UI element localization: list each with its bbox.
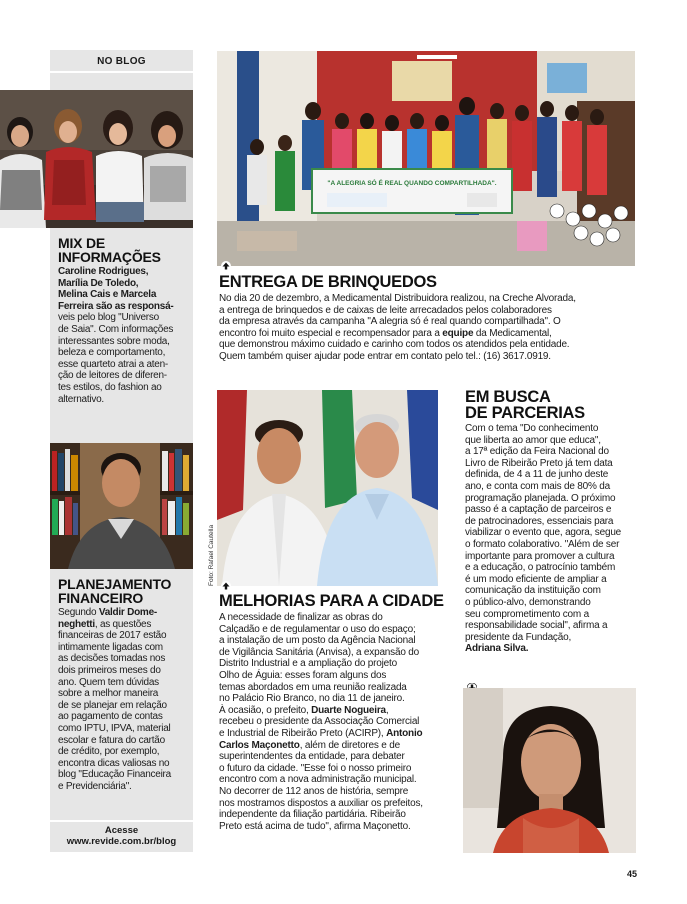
melhorias-line: À ocasião, o prefeito, Duarte Nogueira, bbox=[219, 704, 389, 716]
mix-line: ção de leitores de diferen- bbox=[58, 370, 167, 382]
planejamento-line: as decisões tomadas nos bbox=[58, 653, 166, 665]
melhorias-line: encontro com a nova administração municipal. bbox=[219, 774, 417, 786]
brinquedos-line: a entrega de brinquedos e de caixas de leite arrecadados pelos colaboradores bbox=[219, 304, 552, 316]
parcerias-line: Livro de Ribeirão Preto já tem data bbox=[465, 457, 613, 469]
melhorias-line: a instalação de um posto da Agência Nacional bbox=[219, 635, 416, 647]
parcerias-title-line: DE PARCERIAS bbox=[465, 404, 585, 422]
arrow-up-icon bbox=[221, 261, 231, 271]
mix-line: Marília De Toledo, bbox=[58, 277, 139, 289]
parcerias-line: que liberta ao amor que educa", bbox=[465, 434, 601, 446]
planejamento-line: de se planejar em relação bbox=[58, 699, 167, 711]
planejamento-line: encontra dicas valiosas no bbox=[58, 757, 170, 769]
parcerias-line: passo é a captação de parceiros e bbox=[465, 504, 612, 516]
parcerias-line: o formato colaborativo. "Além de ser bbox=[465, 538, 620, 550]
planejamento-line: neghetti, as questões bbox=[58, 618, 152, 630]
mix-text bbox=[58, 266, 193, 405]
photo-credit: Foto: Rafael Cautella bbox=[208, 524, 215, 586]
melhorias-line: Olho de Águia: esses foram alguns dos bbox=[219, 669, 387, 681]
planejamento-line: financeiras de 2017 estão bbox=[58, 630, 167, 642]
melhorias-line: de Vigilância Sanitária (Anvisa), a expansão do bbox=[219, 646, 419, 658]
parcerias-line: ano, e conta com mais de 80% da bbox=[465, 480, 611, 492]
parcerias-line: a 17ª edição da Feira Nacional do bbox=[465, 446, 609, 458]
parcerias-title-line: EM BUSCA bbox=[465, 388, 551, 406]
mix-line: Melina Cais e Marcela bbox=[58, 289, 157, 301]
parcerias-line: responsabilidade social", afirma a bbox=[465, 620, 608, 632]
brinquedos-line: encontro foi muito especial e recompensador para a equipe da Medicamental, bbox=[219, 327, 552, 339]
planejamento-line: intimamente ligadas com bbox=[58, 641, 163, 653]
brinquedos-photo bbox=[217, 51, 635, 266]
melhorias-line: Preto está acima de tudo", afirma Maçonetto. bbox=[219, 820, 411, 832]
melhorias-line: o futuro da cidade. "Esse foi o nosso primeiro bbox=[219, 762, 412, 774]
melhorias-line: Distrito Industrial e a ampliação do projeto bbox=[219, 658, 397, 670]
parcerias-line: seu comprometimento com a bbox=[465, 608, 589, 620]
sidebar-footer-divider bbox=[50, 820, 193, 822]
parcerias-text bbox=[465, 423, 637, 655]
banner-text: "A ALEGRIA SÓ É REAL QUANDO COMPARTILHADA". bbox=[327, 180, 497, 187]
mix-line: Ferreira são as responsá- bbox=[58, 300, 174, 312]
melhorias-line: temas abordados em uma reunião realizada bbox=[219, 681, 407, 693]
brinquedos-line: No dia 20 de dezembro, a Medicamental Distribuidora realizou, na Creche Alvorada, bbox=[219, 293, 576, 304]
parcerias-line: importante para promover a cultura bbox=[465, 550, 615, 562]
planejamento-line: como IPTU, IPVA, material bbox=[58, 722, 171, 734]
melhorias-line: A necessidade de finalizar as obras do bbox=[219, 612, 383, 623]
melhorias-line: e Industrial de Ribeirão Preto (ACIRP), Antonio bbox=[219, 727, 423, 739]
melhorias-line: superintendentes da entidade, para debater bbox=[219, 751, 405, 763]
parcerias-line: programação planejada. O próximo bbox=[465, 492, 616, 504]
planejamento-line: escolar e fatura do cartão bbox=[58, 734, 165, 746]
mix-line: interessantes sobre moda, bbox=[58, 335, 170, 347]
parcerias-line: definida, de 4 a 11 de junho deste bbox=[465, 469, 609, 481]
parcerias-line: Adriana Silva. bbox=[465, 643, 529, 655]
melhorias-text bbox=[219, 612, 455, 832]
parcerias-line: o público-alvo, demonstrando bbox=[465, 596, 591, 608]
parcerias-line: comunicação da instituição com bbox=[465, 585, 601, 597]
parcerias-line: presidente da Fundação, bbox=[465, 631, 572, 643]
planejamento-line: blog "Educação Financeira bbox=[58, 769, 171, 781]
arrow-up-icon bbox=[221, 581, 231, 591]
brinquedos-title: ENTREGA DE BRINQUEDOS bbox=[219, 273, 437, 291]
planejamento-line: sobre a melhor maneira bbox=[58, 688, 159, 700]
planejamento-title: PLANEJAMENTO FINANCEIRO bbox=[58, 576, 172, 606]
melhorias-photo bbox=[217, 390, 438, 586]
planejamento-line: ao pagamento de contas bbox=[58, 711, 163, 723]
sidebar-footer bbox=[50, 825, 193, 847]
melhorias-line: Calçadão e de regulamentar o uso do espaço; bbox=[219, 623, 416, 635]
mix-line: veis pelo blog "Universo bbox=[58, 312, 159, 324]
page-number: 45 bbox=[627, 869, 638, 879]
planejamento-line: Segundo Valdir Dome- bbox=[58, 607, 157, 618]
blog-photo-man bbox=[50, 443, 193, 569]
mix-line: alternativo. bbox=[58, 393, 104, 405]
blog-photo-women bbox=[0, 90, 193, 228]
brinquedos-line: que demonstrou máximo cuidado e carinho com todos os atendidos pela entidade. bbox=[219, 339, 570, 351]
parcerias-photo bbox=[463, 688, 636, 853]
planejamento-text bbox=[58, 607, 193, 793]
mix-line: beleza e comportamento, bbox=[58, 347, 166, 359]
parcerias-title bbox=[465, 389, 585, 421]
melhorias-title: MELHORIAS PARA A CIDADE bbox=[219, 592, 444, 610]
melhorias-line: Carlos Maçonetto, além de diretores e de bbox=[219, 739, 400, 751]
planejamento-line: dois primeiros meses do bbox=[58, 664, 161, 676]
footer-acesse: Acesse bbox=[104, 825, 139, 836]
brinquedos-line: Quem também quiser ajudar pode entrar em contato pelo tel.: (16) 3617.0919. bbox=[219, 350, 551, 362]
sidebar-header: NO BLOG bbox=[50, 51, 193, 73]
melhorias-line: recebeu o presidente da Associação Comercial bbox=[219, 716, 420, 728]
mix-title: MIX DE INFORMAÇÕES bbox=[58, 235, 161, 265]
parcerias-line: viabilizar o evento que, agora, segue bbox=[465, 527, 622, 539]
mix-line: esse quarteto atrai a aten- bbox=[58, 358, 168, 370]
mix-line: tes estilos, do fashion ao bbox=[58, 381, 162, 393]
brinquedos-text bbox=[219, 293, 639, 363]
planejamento-line: ano. Quem tem dúvidas bbox=[58, 676, 159, 688]
parcerias-line: de patrocinadores, essenciais para bbox=[465, 515, 614, 527]
melhorias-line: nos mostramos dispostos a auxiliar os prefeitos, bbox=[219, 797, 423, 809]
planejamento-line: de crédito, por exemplo, bbox=[58, 746, 160, 758]
melhorias-line: independente da filiação partidária. Ribeirão bbox=[219, 809, 406, 821]
melhorias-line: no Palácio Rio Branco, no dia 11 de janeiro. bbox=[219, 693, 405, 705]
planejamento-line: e Previdenciária". bbox=[58, 780, 132, 792]
mix-line: de Saia". Com informações bbox=[58, 323, 174, 335]
blog-link[interactable]: www.revide.com.br/blog bbox=[66, 836, 177, 847]
parcerias-line: é um modo eficiente de ampliar a bbox=[465, 573, 607, 585]
brinquedos-line: da empresa através da campanha "A alegria só é real quando compartilhada". O bbox=[219, 316, 561, 328]
melhorias-line: No decorrer de 112 anos de história, sempre bbox=[219, 785, 409, 797]
parcerias-line: Com o tema "Do conhecimento bbox=[465, 423, 599, 434]
mix-line: Caroline Rodrigues, bbox=[58, 266, 149, 277]
parcerias-line: e a educação, o patrocínio também bbox=[465, 562, 616, 574]
